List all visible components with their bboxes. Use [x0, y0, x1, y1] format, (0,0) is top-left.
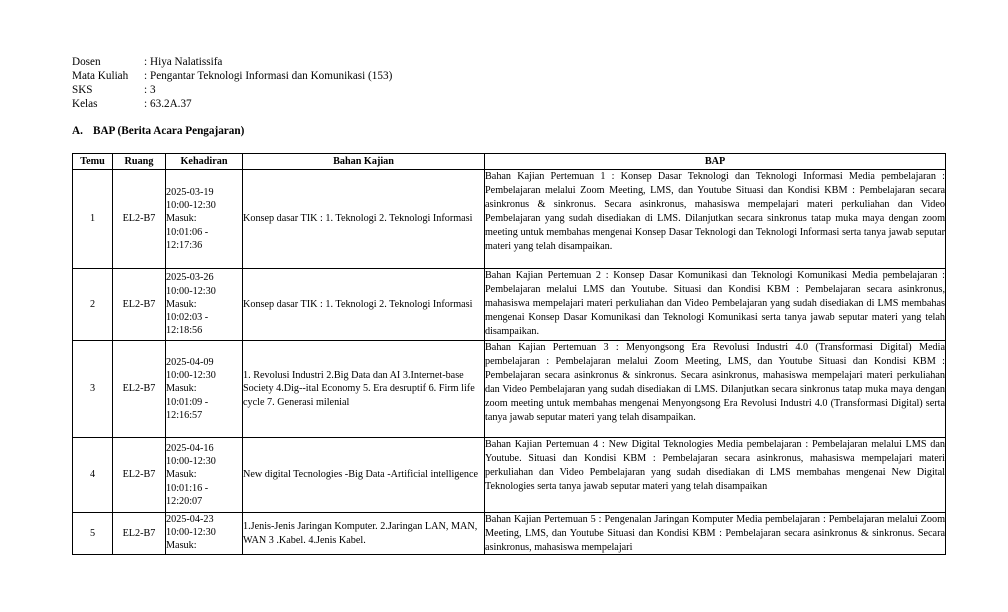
- table-row: [73, 341, 946, 438]
- cell-kehadiran: [166, 513, 243, 555]
- attendance-label: Masuk:: [166, 469, 197, 481]
- cell-temu: 1: [73, 170, 113, 269]
- course-info: [72, 55, 392, 111]
- info-label: SKS: [72, 84, 93, 96]
- cell-bap: Bahan Kajian Pertemuan 1 : Konsep Dasar Teknologi dan Teknologi Informasi Media pembelajaran : Pembelajaran melalui Zoom Meeting, LMS, dan Youtube Situasi dan Kondisi KBM : Pembelajaran secara asinkronus & sinkronus. Secara asinkronus, mahasiswa mempelajari materi perkuliahan dan Video Pembelajaran yang sudah disediakan di LMS. Dilanjutkan secara sinkronus tatap muka maya dengan zoom meeting untuk membahas mengenai Konsep Dasar Teknologi dan Teknologi Informasi serta tanya jawab seputar materi yang telah disampaikan.: [485, 170, 946, 269]
- cell-temu: 5: [73, 513, 113, 555]
- cell-bahan-kajian: New digital Tecnologies -Big Data -Artificial intelligence: [243, 438, 485, 513]
- attendance-time: 10:00-12:30: [166, 370, 216, 382]
- cell-kehadiran: [166, 438, 243, 513]
- table-header-row: [73, 154, 946, 170]
- info-separator: :: [144, 84, 148, 96]
- attendance-date: 2025-03-26: [166, 272, 214, 284]
- cell-kehadiran: [166, 269, 243, 341]
- attendance-label: Masuk:: [166, 298, 197, 310]
- cell-bahan-kajian: Konsep dasar TIK : 1. Teknologi 2. Teknologi Informasi: [243, 269, 485, 341]
- cell-bap: Bahan Kajian Pertemuan 3 : Menyongsong Era Revolusi Industri 4.0 (Transformasi Digital) Media pembelajaran : Pembelajaran melalui Zoom Meeting, LMS, dan Youtube Situasi dan Kondisi KBM : Pembelajaran secara asinkronus & sinkronus. Secara asinkronus, mahasiswa mempelajari materi perkuliahan dan Video Pembelajaran yang sudah disediakan di LMS. Dilanjutkan secara sinkronus tatap muka maya dengan zoom meeting untuk membahas mengenai Menyongsong Era Revolusi Industri 4.0 (Transformasi Digital) serta tanya jawab seputar materi yang telah disampaikan.: [485, 341, 946, 438]
- table-row: [73, 170, 946, 269]
- cell-ruang: EL2-B7: [113, 269, 166, 341]
- attendance-out: 12:17:36: [166, 239, 203, 251]
- table-row: [73, 438, 946, 513]
- attendance-time: 10:00-12:30: [166, 527, 216, 539]
- attendance-time: 10:00-12:30: [166, 285, 216, 297]
- info-row-sks: [72, 83, 392, 97]
- info-label: Kelas: [72, 98, 98, 110]
- cell-kehadiran: [166, 170, 243, 269]
- cell-bahan-kajian: 1. Revolusi Industri 2.Big Data dan AI 3.Internet-base Society 4.Dig--ital Economy 5. Era desruptif 6. Firm life cycle 7. Generasi milenial: [243, 341, 485, 438]
- section-title: BAP (Berita Acara Pengajaran): [93, 125, 245, 137]
- attendance-out: 12:20:07: [166, 495, 203, 507]
- cell-ruang: EL2-B7: [113, 341, 166, 438]
- info-separator: :: [144, 98, 148, 110]
- column-header-ruang: Ruang: [113, 154, 166, 170]
- bap-table: [72, 153, 946, 555]
- info-row-kelas: [72, 97, 392, 111]
- attendance-label: Masuk:: [166, 213, 197, 225]
- attendance-date: 2025-03-19: [166, 186, 214, 198]
- info-separator: :: [144, 70, 148, 82]
- attendance-label: Masuk:: [166, 540, 197, 552]
- info-separator: :: [144, 56, 148, 68]
- attendance-in: 10:01:16 -: [166, 482, 209, 494]
- section-number: A.: [72, 125, 83, 137]
- attendance-out: 12:16:57: [166, 409, 203, 421]
- info-label: Mata Kuliah: [72, 70, 129, 82]
- cell-kehadiran: [166, 341, 243, 438]
- cell-bap: Bahan Kajian Pertemuan 2 : Konsep Dasar Komunikasi dan Teknologi Komunikasi Media pembelajaran : Pembelajaran melalui LMS dan Youtube. Situasi dan Kondisi KBM : Pembelajaran secara asinkronus, mahasiswa mempelajari materi perkuliahan dan Video Pembelajaran yang sudah disediakan di LMS membahas mengenai Konsep Dasar Komunikasi dan Teknologi Komunikasi serta tanya jawab seputar materi yang telah disampaikan.: [485, 269, 946, 341]
- column-header-bap: BAP: [485, 154, 946, 170]
- attendance-out: 12:18:56: [166, 325, 203, 337]
- cell-bap: Bahan Kajian Pertemuan 4 : New Digital Teknologies Media pembelajaran : Pembelajaran melalui LMS dan Youtube. Situasi dan Kondisi KBM : Pembelajaran secara asinkronus, mahasiswa mempelajari materi perkuliahan dan Video Pembelajaran yang sudah disediakan di LMS membahas mengenai New Digital Teknologies serta tanya jawab seputar materi yang telah disampaikan: [485, 438, 946, 513]
- cell-ruang: EL2-B7: [113, 513, 166, 555]
- attendance-time: 10:00-12:30: [166, 456, 216, 468]
- attendance-label: Masuk:: [166, 383, 197, 395]
- attendance-date: 2025-04-16: [166, 442, 214, 454]
- table-row: [73, 269, 946, 341]
- attendance-date: 2025-04-23: [166, 514, 214, 525]
- cell-bahan-kajian: 1.Jenis-Jenis Jaringan Komputer. 2.Jaringan LAN, MAN, WAN 3 .Kabel. 4.Jenis Kabel.: [243, 513, 485, 555]
- bap-text: Bahan Kajian Pertemuan 5 : Pengenalan Jaringan Komputer Media pembelajaran : Pembelajaran melalui Zoom Meeting, LMS, dan Youtube Situasi dan Kondisi KBM : Pembelajaran secara asinkronus & sinkronus. Secara asinkronus, mahasiswa mempelajari: [485, 514, 945, 553]
- info-row-dosen: [72, 55, 392, 69]
- cell-temu: 4: [73, 438, 113, 513]
- attendance-time: 10:00-12:30: [166, 200, 216, 212]
- table-row: [73, 513, 946, 555]
- cell-bap: [485, 513, 946, 555]
- attendance-date: 2025-04-09: [166, 356, 214, 368]
- cell-ruang: EL2-B7: [113, 438, 166, 513]
- cell-temu: 3: [73, 341, 113, 438]
- info-value: 63.2A.37: [150, 98, 192, 110]
- section-heading: [72, 125, 244, 137]
- column-header-temu: Temu: [73, 154, 113, 170]
- info-value: 3: [150, 84, 156, 96]
- info-value: Pengantar Teknologi Informasi dan Komunikasi (153): [150, 70, 393, 82]
- column-header-kehadiran: Kehadiran: [166, 154, 243, 170]
- info-label: Dosen: [72, 56, 101, 68]
- cell-temu: 2: [73, 269, 113, 341]
- info-value: Hiya Nalatissifa: [150, 56, 223, 68]
- cell-bahan-kajian: Konsep dasar TIK : 1. Teknologi 2. Teknologi Informasi: [243, 170, 485, 269]
- column-header-bahan-kajian: Bahan Kajian: [243, 154, 485, 170]
- attendance-in: 10:01:09 -: [166, 396, 209, 408]
- attendance-in: 10:01:06 -: [166, 226, 209, 238]
- cell-ruang: EL2-B7: [113, 170, 166, 269]
- attendance-in: 10:02:03 -: [166, 312, 209, 324]
- info-row-mata-kuliah: [72, 69, 392, 83]
